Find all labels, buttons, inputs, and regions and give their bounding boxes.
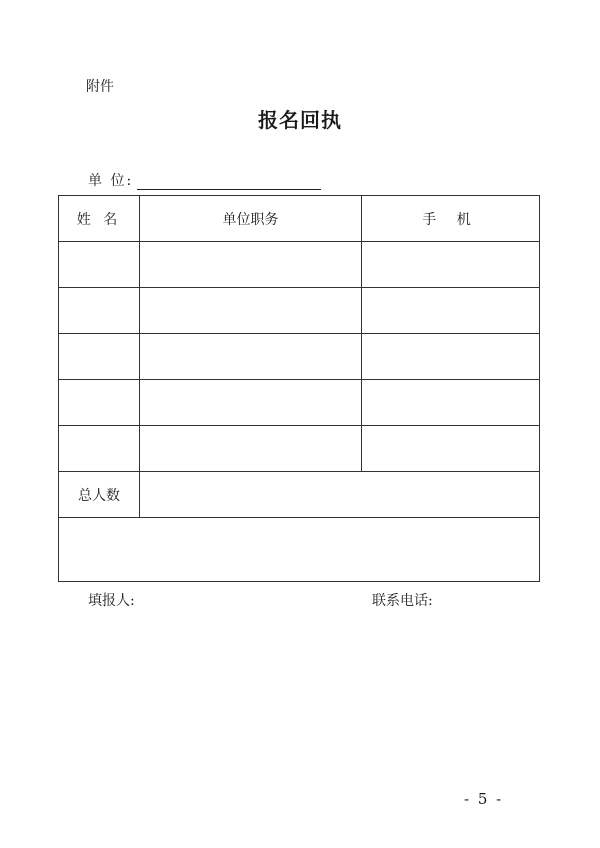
table-row xyxy=(59,380,540,426)
unit-field xyxy=(88,170,321,190)
unit-label: 单 位: xyxy=(88,173,134,189)
table-row xyxy=(59,426,540,472)
page-title: 报名回执 xyxy=(258,108,342,132)
mobile-cell xyxy=(362,288,540,334)
filler-label: 填报人: xyxy=(88,593,135,609)
contact-phone-label: 联系电话: xyxy=(372,593,433,609)
unit-blank-line xyxy=(137,171,321,190)
name-cell xyxy=(59,288,140,334)
name-cell xyxy=(59,242,140,288)
total-row xyxy=(59,472,540,518)
total-value-cell xyxy=(140,472,540,518)
position-cell xyxy=(140,242,362,288)
position-cell xyxy=(140,288,362,334)
table-header-row xyxy=(59,196,540,242)
total-label: 总人数 xyxy=(59,472,140,518)
position-cell xyxy=(140,334,362,380)
registration-table xyxy=(58,195,540,582)
header-mobile: 手 机 xyxy=(362,196,540,242)
remarks-cell xyxy=(59,518,540,582)
name-cell xyxy=(59,426,140,472)
header-position: 单位职务 xyxy=(140,196,362,242)
attachment-label: 附件 xyxy=(86,79,114,95)
table-row xyxy=(59,242,540,288)
table-row xyxy=(59,288,540,334)
mobile-cell xyxy=(362,334,540,380)
remarks-row xyxy=(59,518,540,582)
mobile-cell xyxy=(362,380,540,426)
position-cell xyxy=(140,426,362,472)
name-cell xyxy=(59,380,140,426)
position-cell xyxy=(140,380,362,426)
header-name: 姓 名 xyxy=(59,196,140,242)
mobile-cell xyxy=(362,242,540,288)
table-row xyxy=(59,334,540,380)
page-number: - 5 - xyxy=(464,790,504,808)
name-cell xyxy=(59,334,140,380)
mobile-cell xyxy=(362,426,540,472)
